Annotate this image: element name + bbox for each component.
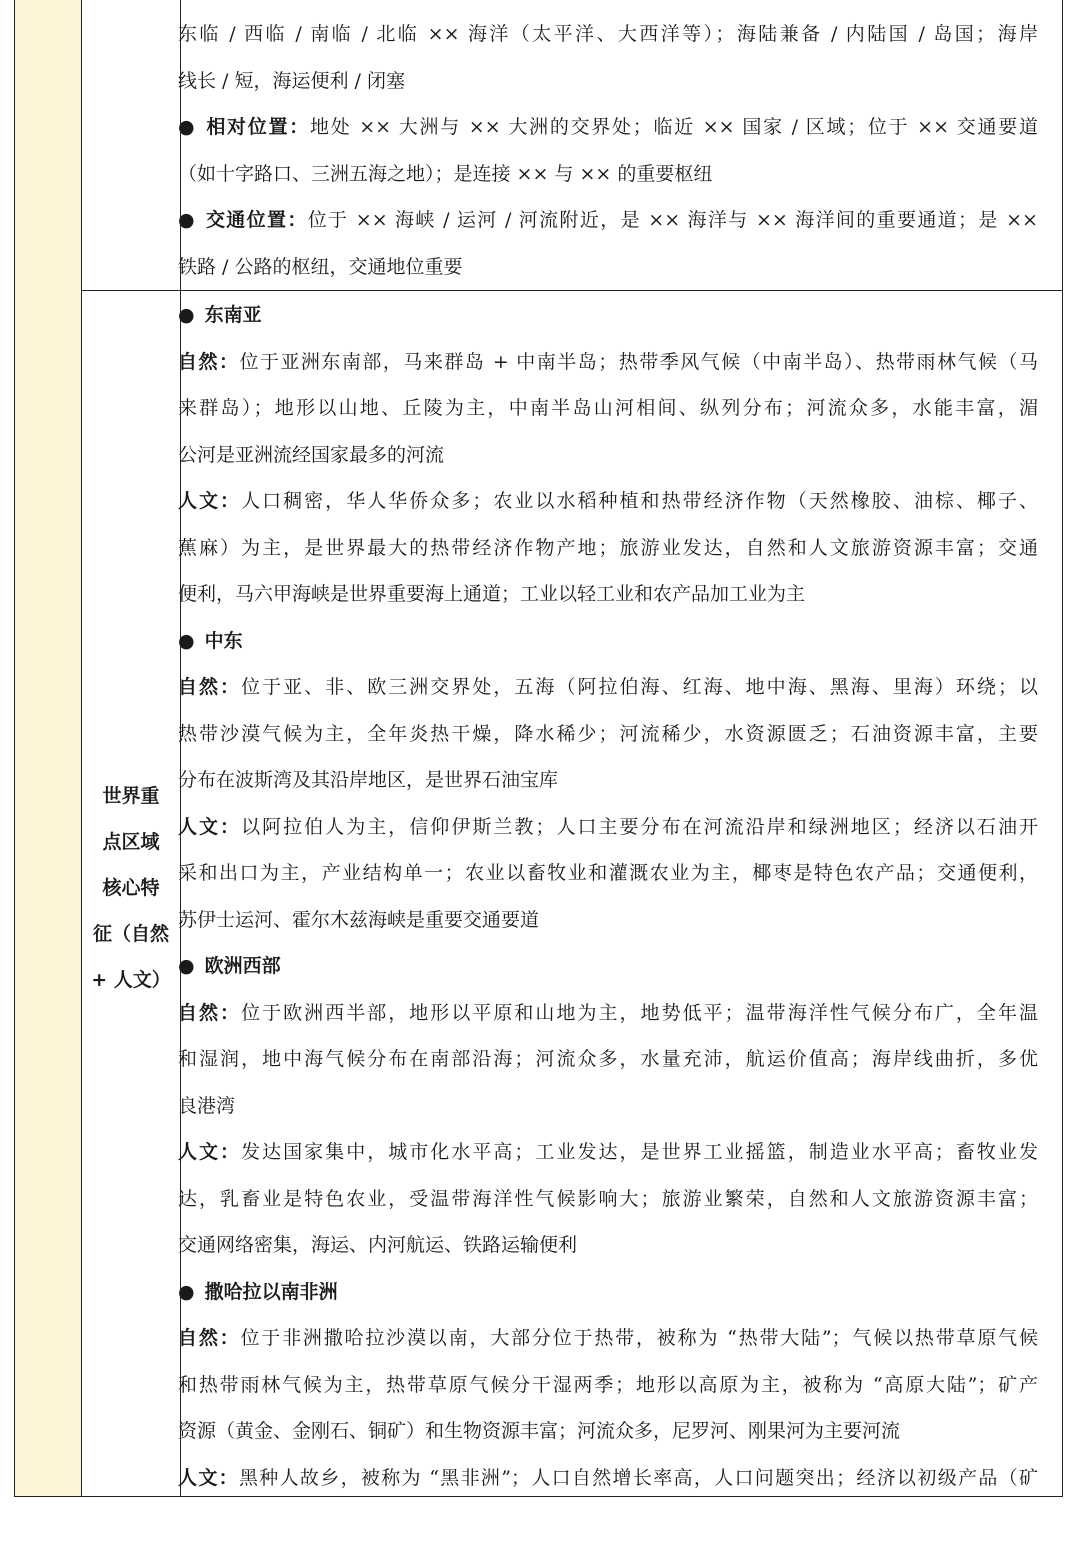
text-line: （如十字路口、三洲五海之地）；是连接 ×× 与 ×× 的重要枢纽	[178, 162, 713, 185]
text-line: 交通网络密集，海运、内河航运、铁路运输便利	[178, 1234, 578, 1256]
text-line: 分布在波斯湾及其沿岸地区，是世界石油宝库	[178, 769, 559, 791]
text-line: 蕉麻）为主，是世界最大的热带经济作物产地；旅游业发达，自然和人文旅游资源丰富；交通	[178, 536, 1038, 559]
bullet-icon: ●	[178, 304, 195, 326]
bullet-icon: ●	[178, 116, 197, 138]
bullet-icon: ●	[178, 955, 195, 977]
text-line: 和热带雨林气候为主，热带草原气候分干湿两季；地形以高原为主，被称为 “高原大陆”；矿产	[178, 1373, 1038, 1396]
subcategory-cell-location	[82, 0, 181, 291]
row-divider	[181, 290, 1062, 291]
region-heading: ● 撒哈拉以南非洲	[178, 1280, 338, 1303]
category-column	[15, 0, 82, 1496]
regions-cell	[178, 292, 1038, 1501]
section-label: 世界重 点区域 核心特 征（自然 + 人文）	[91, 785, 171, 991]
text-line: 线长 / 短，海运便利 / 闭塞	[178, 69, 405, 92]
text-line: 热带沙漠气候为主，全年炎热干燥，降水稀少；河流稀少，水资源匮乏；石油资源丰富，主要	[178, 722, 1038, 745]
text-line: 来群岛）；地形以山地、丘陵为主，中南半岛山河相间、纵列分布；河流众多，水能丰富，湄	[178, 397, 1038, 419]
text-line: 良港湾	[178, 1094, 236, 1117]
text-line: 采和出口为主，产业结构单一；农业以畜牧业和灌溉农业为主，椰枣是特色农产品；交通便利，	[178, 862, 1038, 884]
text-line: 人文：黑种人故乡，被称为 “黑非洲”；人口自然增长率高，人口问题突出；经济以初级产品（矿	[178, 1466, 1038, 1489]
region-heading: ● 中东	[178, 629, 243, 652]
text-line: 自然：位于欧洲西半部，地形以平原和山地为主，地势低平；温带海洋性气候分布广，全年温	[178, 1001, 1038, 1024]
text-line: 东临 / 西临 / 南临 / 北临 ×× 海洋（太平洋、大西洋等）；海陆兼备 / 内陆国 / 岛国；海岸	[178, 23, 1038, 45]
text-line: 达，乳畜业是特色农业，受温带海洋性气候影响大；旅游业繁荣，自然和人文旅游资源丰富；	[178, 1187, 1038, 1210]
text-line: 便利，马六甲海峡是世界重要海上通道；工业以轻工业和农产品加工业为主	[178, 583, 806, 605]
bullet-icon: ●	[178, 1280, 195, 1303]
region-heading: ● 东南亚	[178, 304, 262, 326]
location-cell	[178, 11, 1038, 290]
relative-position-line: ● 相对位置：地处 ×× 大洲与 ×× 大洲的交界处；临近 ×× 国家 / 区域；位于 ×× 交通要道	[178, 116, 1038, 138]
text-line: 资源（黄金、金刚石、铜矿）和生物资源丰富；河流众多，尼罗河、刚果河为主要河流	[178, 1420, 901, 1442]
traffic-position-line: ● 交通位置：位于 ×× 海峡 / 运河 / 河流附近，是 ×× 海洋与 ×× 海洋间的重要通道；是 ××	[178, 209, 1038, 231]
region-heading: ● 欧洲西部	[178, 955, 281, 977]
text-line: 自然：位于非洲撒哈拉沙漠以南，大部分位于热带，被称为 “热带大陆”；气候以热带草原气候	[178, 1327, 1038, 1349]
bullet-icon: ●	[178, 629, 195, 652]
text-line: 自然：位于亚、非、欧三洲交界处，五海（阿拉伯海、红海、地中海、黑海、里海）环绕；以	[178, 676, 1038, 698]
text-line: 苏伊士运河、霍尔木兹海峡是重要交通要道	[178, 908, 540, 931]
text-line: 公河是亚洲流经国家最多的河流	[178, 443, 445, 466]
bullet-icon: ●	[178, 209, 196, 231]
subcategory-cell-regions	[82, 291, 181, 1497]
text-line: 和湿润，地中海气候分布在南部沿海；河流众多，水量充沛，航运价值高；海岸线曲折，多优	[178, 1048, 1038, 1070]
text-line: 人文：发达国家集中，城市化水平高；工业发达，是世界工业摇篮，制造业水平高；畜牧业发	[178, 1141, 1038, 1163]
text-line: 自然：位于亚洲东南部，马来群岛 + 中南半岛；热带季风气候（中南半岛）、热带雨林气候（马	[178, 350, 1038, 373]
text-line: 人文：以阿拉伯人为主，信仰伊斯兰教；人口主要分布在河流沿岸和绿洲地区；经济以石油开	[178, 815, 1038, 838]
text-line: 人文：人口稠密，华人华侨众多；农业以水稻种植和热带经济作物（天然橡胶、油棕、椰子、	[178, 490, 1038, 512]
text-line: 铁路 / 公路的枢纽，交通地位重要	[178, 255, 463, 278]
